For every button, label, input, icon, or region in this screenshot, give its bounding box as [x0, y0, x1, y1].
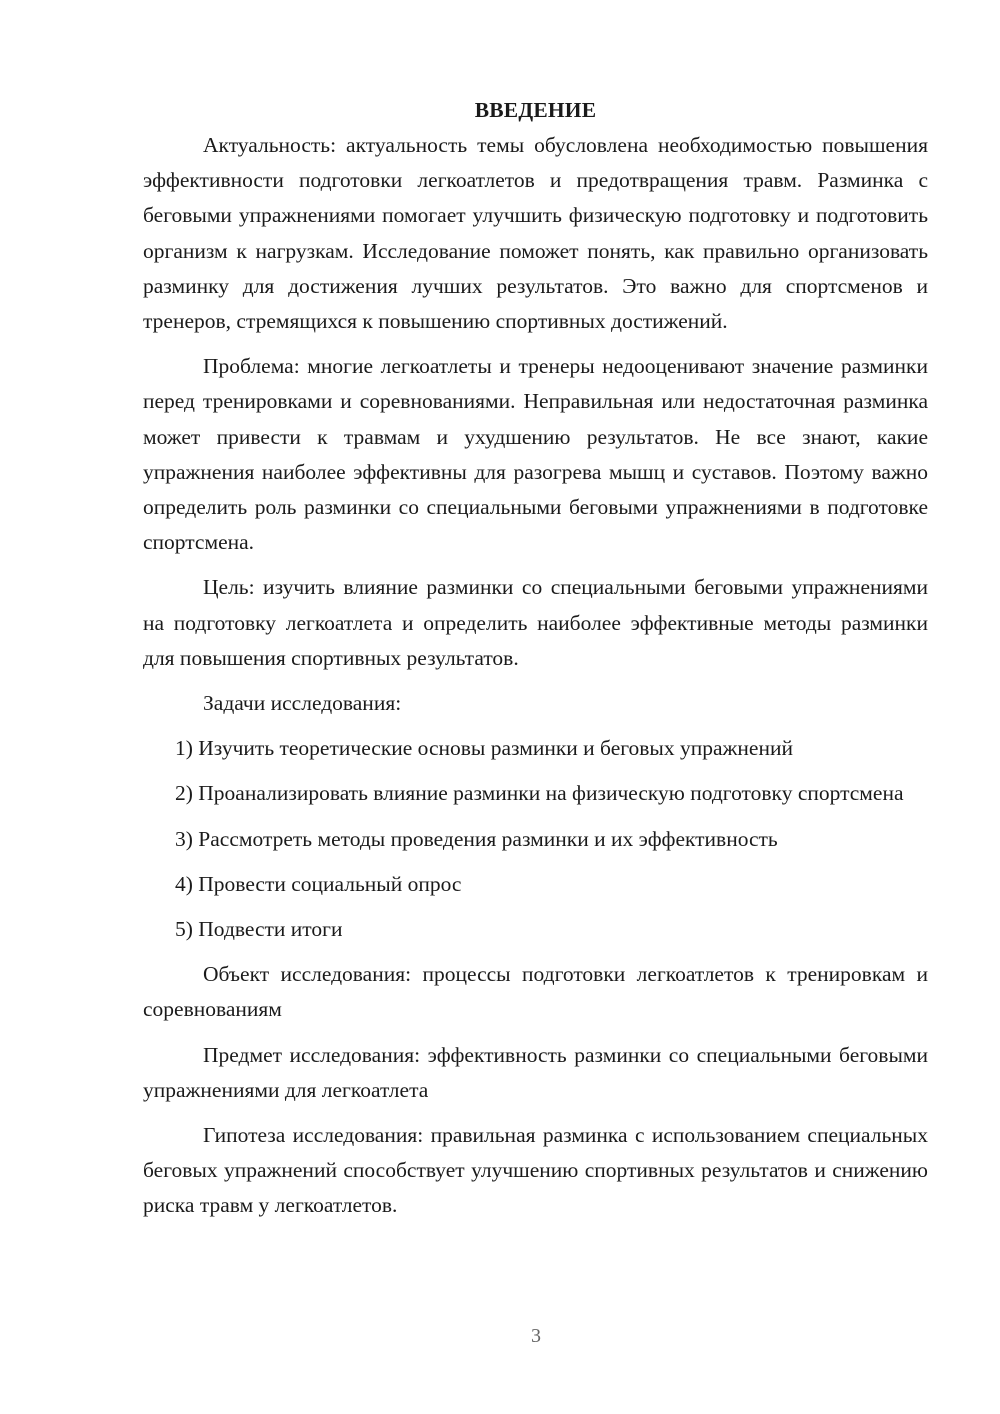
paragraph-relevance: Актуальность: актуальность темы обусловлена необходимостью повышения эффективности подготовки легкоатлетов и предотвращения травм. Разминка с беговыми упражнениями помогает улучшить физическую подготовку и подготовить организм к нагрузкам. Исследование поможет понять, как правильно организовать разминку для достижения лучших результатов. Это важно для спортсменов и тренеров, стремящихся к повышению спортивных достижений. — [143, 133, 928, 334]
paragraph-object: Объект исследования: процессы подготовки легкоатлетов к тренировкам и соревнованиям — [143, 962, 928, 1022]
paragraph-subject: Предмет исследования: эффективность разминки со специальными беговыми упражнениями для легкоатлета — [143, 1042, 928, 1102]
task-item-2: 2) Проанализировать влияние разминки на физическую подготовку спортсмена — [175, 781, 904, 806]
task-item-4: 4) Провести социальный опрос — [175, 871, 462, 896]
document-page — [143, 92, 928, 1224]
page-number: 3 — [531, 1325, 541, 1347]
paragraph-goal: Цель: изучить влияние разминки со специальными беговыми упражнениями на подготовку легкоатлета и определить наиболее эффективные методы разминки для повышения спортивных результатов. — [143, 575, 928, 670]
paragraph-hypothesis: Гипотеза исследования: правильная разминка с использованием специальных беговых упражнений способствует улучшению спортивных результатов и снижению риска травм у легкоатлетов. — [143, 1123, 928, 1218]
page-heading: ВВЕДЕНИЕ — [474, 98, 597, 122]
tasks-title: Задачи исследования: — [203, 691, 402, 716]
task-item-5: 5) Подвести итоги — [175, 917, 343, 942]
task-item-1: 1) Изучить теоретические основы разминки и беговых упражнений — [175, 736, 793, 761]
task-item-3: 3) Рассмотреть методы проведения разминки и их эффективность — [175, 826, 778, 851]
paragraph-problem: Проблема: многие легкоатлеты и тренеры недооценивают значение разминки перед тренировками и соревнованиями. Неправильная или недостаточная разминка может привести к травмам и ухудшению результатов. Не все знают, какие упражнения наиболее эффективны для разогрева мышц и суставов. Поэтому важно определить роль разминки со специальными беговыми упражнениями в подготовке спортсмена. — [143, 354, 928, 555]
